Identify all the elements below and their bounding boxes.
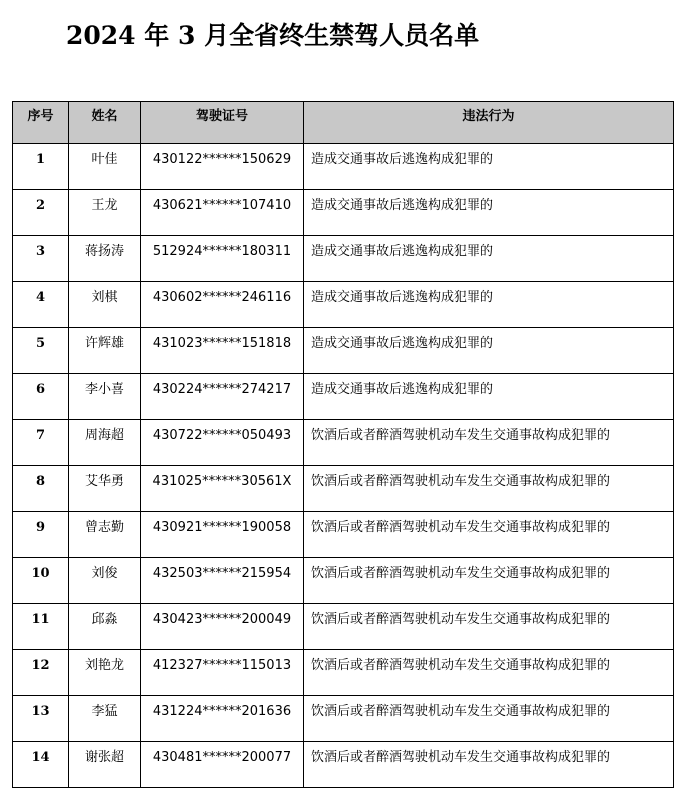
cell-name: 谢张超 bbox=[69, 742, 141, 788]
cell-violation: 饮酒后或者醉酒驾驶机动车发生交通事故构成犯罪的 bbox=[304, 604, 674, 650]
cell-name: 刘艳龙 bbox=[69, 650, 141, 696]
table-row bbox=[13, 742, 674, 788]
table-row bbox=[13, 650, 674, 696]
cell-violation: 造成交通事故后逃逸构成犯罪的 bbox=[304, 190, 674, 236]
cell-name: 王龙 bbox=[69, 190, 141, 236]
cell-license-number: 412327******115013 bbox=[141, 650, 304, 696]
cell-serial-number: 12 bbox=[13, 650, 69, 696]
table-row bbox=[13, 696, 674, 742]
cell-violation: 造成交通事故后逃逸构成犯罪的 bbox=[304, 144, 674, 190]
cell-serial-number: 4 bbox=[13, 282, 69, 328]
cell-violation: 饮酒后或者醉酒驾驶机动车发生交通事故构成犯罪的 bbox=[304, 742, 674, 788]
cell-name: 艾华勇 bbox=[69, 466, 141, 512]
cell-name: 刘俊 bbox=[69, 558, 141, 604]
cell-license-number: 431025******30561X bbox=[141, 466, 304, 512]
cell-violation: 饮酒后或者醉酒驾驶机动车发生交通事故构成犯罪的 bbox=[304, 466, 674, 512]
cell-serial-number: 5 bbox=[13, 328, 69, 374]
cell-name: 刘棋 bbox=[69, 282, 141, 328]
cell-license-number: 432503******215954 bbox=[141, 558, 304, 604]
cell-violation: 饮酒后或者醉酒驾驶机动车发生交通事故构成犯罪的 bbox=[304, 420, 674, 466]
cell-license-number: 430722******050493 bbox=[141, 420, 304, 466]
cell-license-number: 430921******190058 bbox=[141, 512, 304, 558]
table-row bbox=[13, 420, 674, 466]
cell-violation: 造成交通事故后逃逸构成犯罪的 bbox=[304, 282, 674, 328]
cell-license-number: 430423******200049 bbox=[141, 604, 304, 650]
cell-name: 蒋扬涛 bbox=[69, 236, 141, 282]
cell-name: 叶佳 bbox=[69, 144, 141, 190]
cell-serial-number: 7 bbox=[13, 420, 69, 466]
header-row bbox=[13, 102, 674, 144]
table-row bbox=[13, 282, 674, 328]
cell-serial-number: 2 bbox=[13, 190, 69, 236]
cell-violation: 饮酒后或者醉酒驾驶机动车发生交通事故构成犯罪的 bbox=[304, 650, 674, 696]
table-row bbox=[13, 512, 674, 558]
cell-serial-number: 10 bbox=[13, 558, 69, 604]
cell-serial-number: 13 bbox=[13, 696, 69, 742]
cell-license-number: 431224******201636 bbox=[141, 696, 304, 742]
cell-serial-number: 14 bbox=[13, 742, 69, 788]
cell-name: 许辉雄 bbox=[69, 328, 141, 374]
cell-license-number: 430122******150629 bbox=[141, 144, 304, 190]
table-row bbox=[13, 374, 674, 420]
cell-violation: 饮酒后或者醉酒驾驶机动车发生交通事故构成犯罪的 bbox=[304, 696, 674, 742]
cell-license-number: 430621******107410 bbox=[141, 190, 304, 236]
cell-license-number: 512924******180311 bbox=[141, 236, 304, 282]
cell-violation: 饮酒后或者醉酒驾驶机动车发生交通事故构成犯罪的 bbox=[304, 558, 674, 604]
table-row bbox=[13, 604, 674, 650]
cell-name: 李小喜 bbox=[69, 374, 141, 420]
cell-name: 曾志勤 bbox=[69, 512, 141, 558]
cell-serial-number: 1 bbox=[13, 144, 69, 190]
cell-license-number: 430224******274217 bbox=[141, 374, 304, 420]
document-title: 2024 年 3 月全省终生禁驾人员名单 bbox=[66, 21, 480, 50]
cell-violation: 饮酒后或者醉酒驾驶机动车发生交通事故构成犯罪的 bbox=[304, 512, 674, 558]
cell-violation: 造成交通事故后逃逸构成犯罪的 bbox=[304, 374, 674, 420]
table-row bbox=[13, 190, 674, 236]
cell-license-number: 430481******200077 bbox=[141, 742, 304, 788]
cell-serial-number: 8 bbox=[13, 466, 69, 512]
cell-violation: 造成交通事故后逃逸构成犯罪的 bbox=[304, 328, 674, 374]
header-violation: 违法行为 bbox=[304, 102, 674, 144]
cell-name: 周海超 bbox=[69, 420, 141, 466]
cell-name: 邱淼 bbox=[69, 604, 141, 650]
table-row bbox=[13, 558, 674, 604]
header-serial-number: 序号 bbox=[13, 102, 69, 144]
cell-name: 李猛 bbox=[69, 696, 141, 742]
cell-serial-number: 9 bbox=[13, 512, 69, 558]
header-license-number: 驾驶证号 bbox=[141, 102, 304, 144]
cell-serial-number: 6 bbox=[13, 374, 69, 420]
cell-serial-number: 3 bbox=[13, 236, 69, 282]
cell-serial-number: 11 bbox=[13, 604, 69, 650]
table-row bbox=[13, 144, 674, 190]
banned-drivers-table bbox=[12, 101, 674, 788]
table-row bbox=[13, 236, 674, 282]
table-body bbox=[13, 144, 674, 788]
cell-license-number: 431023******151818 bbox=[141, 328, 304, 374]
table-header bbox=[13, 102, 674, 144]
table-row bbox=[13, 466, 674, 512]
cell-license-number: 430602******246116 bbox=[141, 282, 304, 328]
table-row bbox=[13, 328, 674, 374]
header-name: 姓名 bbox=[69, 102, 141, 144]
cell-violation: 造成交通事故后逃逸构成犯罪的 bbox=[304, 236, 674, 282]
